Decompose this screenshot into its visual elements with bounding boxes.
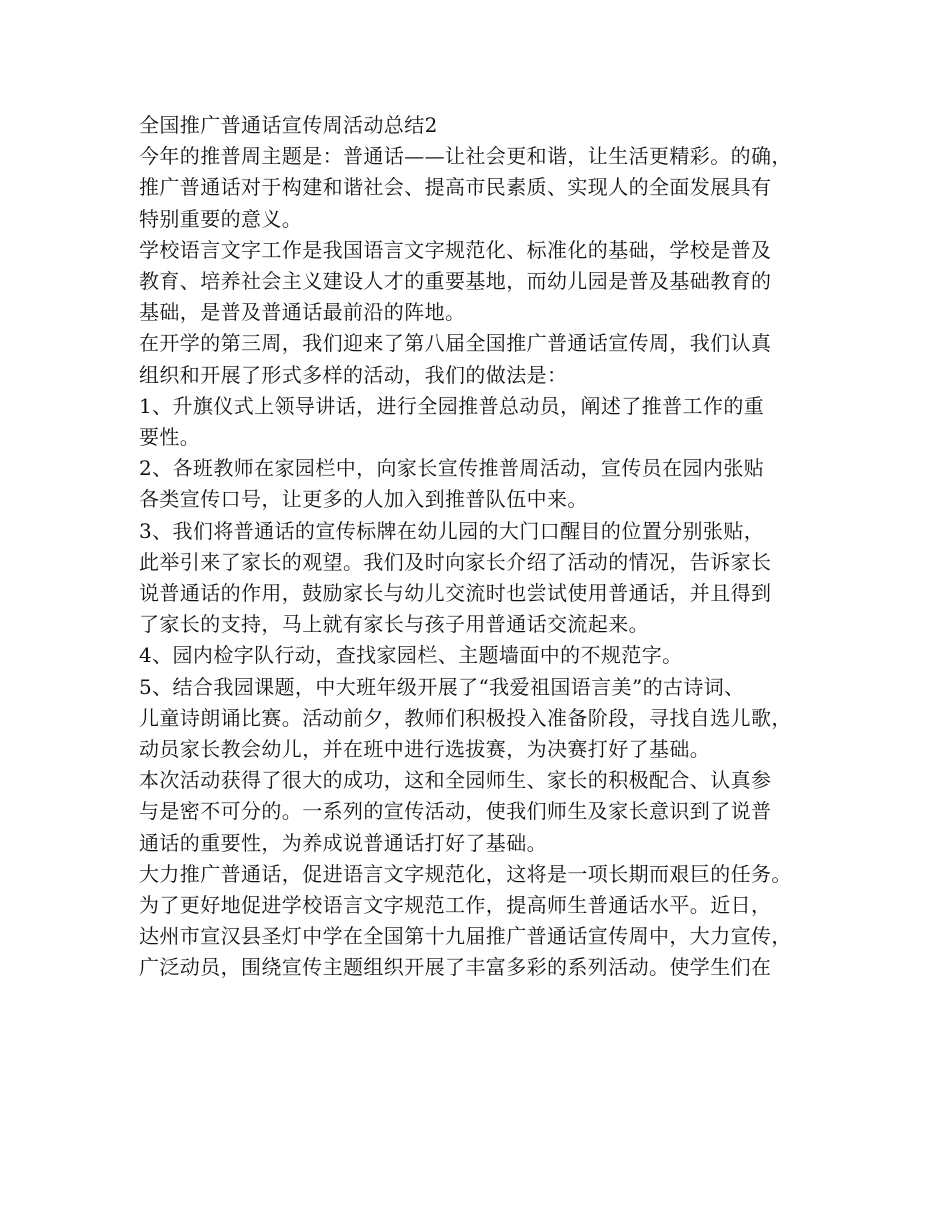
paragraph <box>139 765 830 859</box>
text-line: 动员家长教会幼儿，并在班中进行选拔赛，为决赛打好了基础。 <box>139 737 711 762</box>
text-line: 大力推广普通话，促进语言文字规范化，这将是一项长期而艰巨的任务。 <box>139 861 792 886</box>
text-line: 通话的重要性，为养成说普通话打好了基础。 <box>139 830 547 855</box>
text-line: 各类宣传口号，让更多的人加入到推普队伍中来。 <box>139 487 588 512</box>
text-line: 为了更好地促进学校语言文字规范工作，提高师生普通话水平。近日， <box>139 893 772 918</box>
text-line: 广泛动员，围绕宣传主题组织开展了丰富多彩的系列活动。使学生们在 <box>139 955 772 980</box>
paragraph <box>139 640 830 671</box>
paragraph <box>139 672 830 766</box>
document-title: 全国推广普通话宣传周活动总结2 <box>139 113 438 137</box>
text-line: 达州市宣汉县圣灯中学在全国第十九届推广普通话宣传周中，大力宣传， <box>139 924 792 949</box>
document-body <box>139 141 830 983</box>
text-line: 本次活动获得了很大的成功，这和全园师生、家长的积极配合、认真参 <box>139 768 772 793</box>
text-line: 基础，是普及普通话最前沿的阵地。 <box>139 300 466 325</box>
text-line: 组织和开展了形式多样的活动，我们的做法是： <box>139 362 568 387</box>
text-line: 2、各班教师在家园栏中，向家长宣传推普周活动，宣传员在园内张贴 <box>139 456 765 481</box>
paragraph <box>139 859 830 984</box>
text-line: 推广普通话对于构建和谐社会、提高市民素质、实现人的全面发展具有 <box>139 175 772 200</box>
text-line: 在开学的第三周，我们迎来了第八届全国推广普通话宣传周，我们认真 <box>139 331 772 356</box>
text-line: 了家长的支持，马上就有家长与孩子用普通话交流起来。 <box>139 612 649 637</box>
paragraph <box>139 328 830 390</box>
text-line: 1、升旗仪式上领导讲话，进行全园推普总动员，阐述了推普工作的重 <box>139 393 765 418</box>
text-line: 学校语言文字工作是我国语言文字规范化、标准化的基础，学校是普及 <box>139 237 772 262</box>
text-line: 今年的推普周主题是：普通话——让社会更和谐，让生活更精彩。的确， <box>139 144 792 169</box>
text-line: 儿童诗朗诵比赛。活动前夕，教师们积极投入准备阶段，寻找自选儿歌， <box>139 705 792 730</box>
paragraph <box>139 141 830 235</box>
text-line: 此举引来了家长的观望。我们及时向家长介绍了活动的情况，告诉家长 <box>139 549 772 574</box>
paragraph <box>139 453 830 515</box>
text-line: 与是密不可分的。一系列的宣传活动，使我们师生及家长意识到了说普 <box>139 799 772 824</box>
text-line: 3、我们将普通话的宣传标牌在幼儿园的大门口醒目的位置分别张贴， <box>139 518 765 543</box>
text-line: 说普通话的作用，鼓励家长与幼儿交流时也尝试使用普通话，并且得到 <box>139 581 772 606</box>
text-line: 5、结合我园课题，中大班年级开展了“我爱祖国语言美”的古诗词、 <box>139 674 745 699</box>
text-line: 特别重要的意义。 <box>139 206 303 231</box>
paragraph <box>139 391 830 453</box>
text-line: 要性。 <box>139 425 201 450</box>
text-line: 4、园内检字队行动，查找家园栏、主题墙面中的不规范字。 <box>139 643 683 668</box>
paragraph <box>139 516 830 641</box>
text-line: 教育、培养社会主义建设人才的重要基地，而幼儿园是普及基础教育的 <box>139 269 772 294</box>
paragraph <box>139 235 830 329</box>
